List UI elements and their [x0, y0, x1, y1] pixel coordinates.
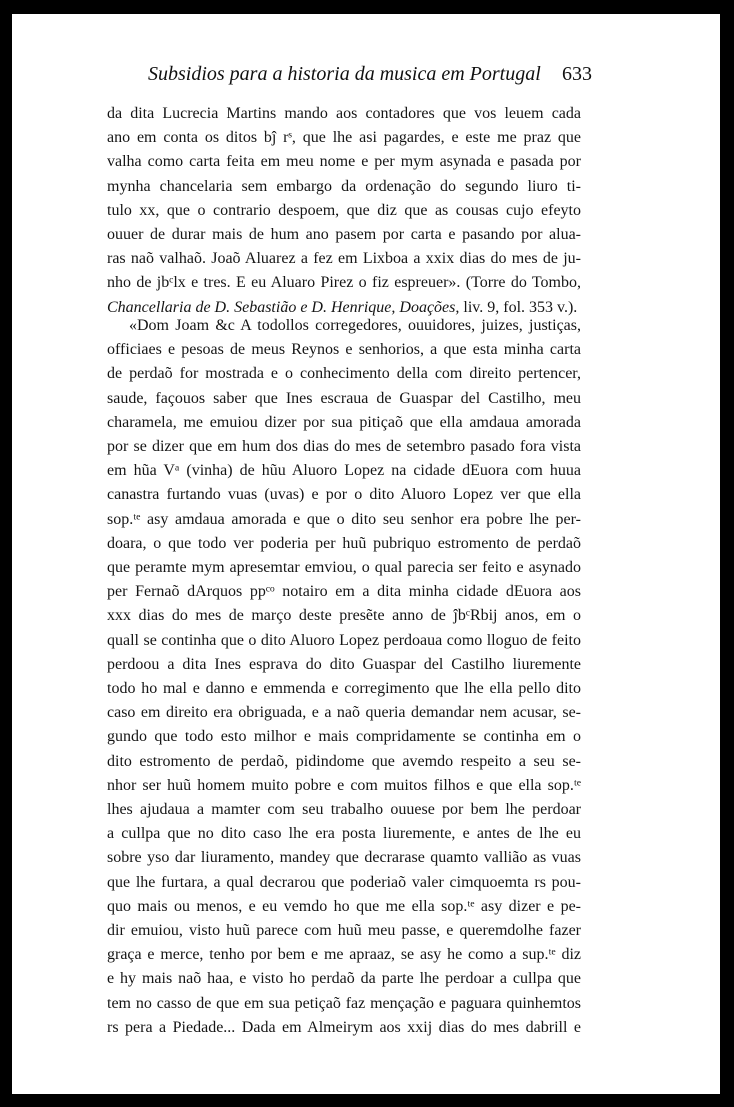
text-line: quo mais ou menos, e eu vemdo ho que me ella sop.ᵗᵉ asy dizer e pe-	[107, 897, 581, 915]
text-line: que peramte mym apresemtar emviou, o qual parecia ser feito e asynado	[107, 559, 581, 577]
text-line: rs pera a Piedade... Dada em Almeirym aos xxij dias do mes dabrill e	[107, 1018, 581, 1036]
text-line: nho de jbᶜlx e tres. E eu Aluaro Pirez o fiz espreuer». (Torre do Tombo,	[107, 274, 581, 292]
text-line: e hy mais naõ haa, e visto ho perdaõ da parte lhe perdoar a cullpa que	[107, 970, 581, 988]
text-line: doara, o que todo ver poderia per huũ pubriquo estromento de perdaõ	[107, 534, 581, 552]
text-line: charamela, me emuiou dizer por sua pitiçaõ que ella amdaua amorada	[107, 413, 581, 431]
text-line: gundo que todo esto milhor e mais compridamente se continha em o	[107, 728, 581, 746]
text-line: dito estromento de perdaõ, pidindome que avemdo respeito a seu se-	[107, 752, 581, 770]
text-line: sobre yso dar liuramento, mandey que decrarase quamto vallião as vuas	[107, 849, 581, 867]
text-line: dir emuiou, visto huũ parece com huũ meu passe, e queremdolhe fazer	[107, 922, 581, 940]
text-line: que lhe furtara, a qual decrarou que poderiaõ valer cimquoemta rs pou-	[107, 873, 581, 891]
text-line: saude, façouos saber que Ines escraua de Guaspar del Castilho, meu	[107, 389, 581, 407]
text-line: «Dom Joam &c A todollos corregedores, ouuidores, juizes, justiças,	[129, 317, 581, 334]
text-line: graça e merce, tenho por bem e me apraaz, se asy he como a sup.ᵗᵉ diz	[107, 946, 581, 964]
text-line: sop.ᵗᵉ asy amdaua amorada e que o dito seu senhor era pobre lhe per-	[107, 510, 581, 528]
text-line: officiaes e pesoas de meus Reynos e senhorios, a que esta minha carta	[107, 341, 581, 359]
text-line: ras naõ valhaõ. Joaõ Aluarez a fez em Lixboa a xxix dias do mes de ju-	[107, 250, 581, 268]
text-line: nhor ser huũ homem muito pobre e com muitos filhos e que ella sop.ᵗᵉ	[107, 776, 581, 794]
text-line: ouuer de durar mais de hum ano pasem por carta e pasando por alua-	[107, 226, 581, 244]
text-line: quall se continha que o dito Aluoro Lopez perdoaua como lloguo de feito	[107, 631, 581, 649]
citation-tail: liv. 9, fol. 353 v.).	[459, 298, 578, 316]
text-line: a cullpa que no dito caso lhe era posta liuremente, e antes de lhe eu	[107, 825, 581, 843]
running-header	[148, 62, 592, 86]
text-line: da dita Lucrecia Martins mando aos contadores que vos leuem cada	[107, 105, 581, 122]
text-line: tulo xx, que o contrario despoem, que diz que as cousas cujo efeyto	[107, 201, 581, 219]
text-line: todo ho mal e danno e emmenda e corregimento que lhe ella pello dito	[107, 680, 581, 698]
book-page	[12, 14, 720, 1094]
text-line: perdoou a dita Ines esprava do dito Guaspar del Castilho liuremente	[107, 655, 581, 673]
text-line: tem no casso de que em sua petiçaõ faz mençação e paguara quinhemtos	[107, 994, 581, 1012]
text-line: ano em conta os ditos bĵ rˢ, que lhe asi pagardes, e este me praz que	[107, 129, 581, 147]
text-line: canastra furtando vuas (uvas) e por o dito Aluoro Lopez ver que ella	[107, 486, 581, 504]
text-line: valha como carta feita em meu nome e per mym asynada e pasada por	[107, 153, 581, 171]
text-line: per Fernaõ dArquos ppᶜᵒ notairo em a dita minha cidade dEuora aos	[107, 583, 581, 601]
text-line: de perdaõ for mostrada e o conhecimento della com direito pertencer,	[107, 365, 581, 383]
running-title: Subsidios para a historia da musica em Portugal	[148, 63, 541, 85]
text-line: caso em direito era obriguada, e a naõ queria demandar nem acusar, se-	[107, 704, 581, 722]
page-number: 633	[562, 63, 592, 85]
text-line: mynha chancelaria sem embargo da ordenação do segundo liuro ti-	[107, 177, 581, 195]
text-line: lhes ajudaua a mamter com seu trabalho ouuese por bem lhe perdoar	[107, 801, 581, 819]
citation-italic: Chancellaria de D. Sebastião e D. Henrique, Doações,	[107, 298, 460, 316]
paragraph-1	[107, 102, 581, 320]
text-line: em hũa Vᵃ (vinha) de hũu Aluoro Lopez na cidade dEuora com huua	[107, 462, 581, 480]
text-line: por se dizer que em hum dos dias do mes de setembro pasado fora vista	[107, 438, 581, 456]
text-line: xxx dias do mes de março deste presẽte anno de ĵbᶜRbij anos, em o	[107, 607, 581, 625]
paragraph-2	[107, 314, 581, 1040]
